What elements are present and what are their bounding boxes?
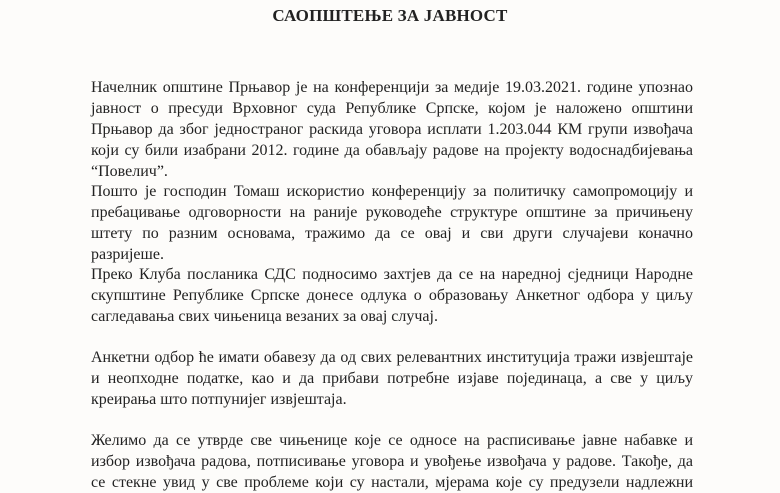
paragraph-line: који су били изабрани 2012. године да обављају радове на пројекту водоснадбијевања (91, 142, 693, 159)
paragraph-4 (91, 347, 693, 410)
paragraph-line: избор извођача радова, потписивање уговора и увођење извођача у радове. Такође, да (91, 453, 693, 470)
paragraph-1 (91, 77, 693, 182)
paragraph-line: Начелник општине Прњавор је на конференцији за медије 19.03.2021. године упознао (91, 79, 693, 96)
paragraph-line: јавност о пресуди Врховног суда Републике Српске, којом је наложено општини (91, 100, 693, 117)
paragraph-line: Желимо да се утврде све чињенице које се односе на расписивање јавне набавке и (91, 432, 693, 449)
paragraph-line: Пошто је господин Томаш искористио конференцију за политичку самопромоцију и (91, 183, 693, 200)
paragraph-3 (91, 264, 693, 327)
paragraph-2 (91, 181, 693, 265)
paragraph-line: Анкетни одбор ће имати обавезу да од свих релевантних институција тражи извјештаје (91, 349, 693, 366)
document-title: САОПШТЕЊЕ ЗА ЈАВНОСТ (272, 6, 508, 25)
paragraph-line: “Повелич”. (91, 163, 168, 180)
paragraph-line: разријеше. (91, 246, 164, 263)
paragraph-line: Прњавор да због једностраног раскида уговора исплати 1.203.044 КМ групи извођача (91, 121, 693, 138)
paragraph-line: и неопходне податке, као и да прибави потребне изјаве појединаца, а све у циљу (91, 370, 693, 387)
paragraph-line: сагледавања свих чињеница везаних за овај случај. (91, 308, 438, 325)
paragraph-line: скупштине Републике Српске донесе одлука о образовању Анкетног одбора у циљу (91, 287, 693, 304)
paragraph-line: креирања што потпунијег извјештаја. (91, 391, 347, 408)
paragraph-5 (91, 430, 693, 493)
paragraph-line: пребацивање одговорности на раније руководеће структуре општине за причињену (91, 204, 693, 221)
paragraph-line: Преко Клуба посланика СДС подносимо захтјев да се на наредној сједници Народне (91, 266, 693, 283)
paragraph-line: се стекне увид у све проблеме који су настали, мјерама које су предузели надлежни (91, 474, 693, 491)
paragraph-line: штету по разним основама, тражимо да се овај и сви други случајеви коначно (91, 225, 693, 242)
